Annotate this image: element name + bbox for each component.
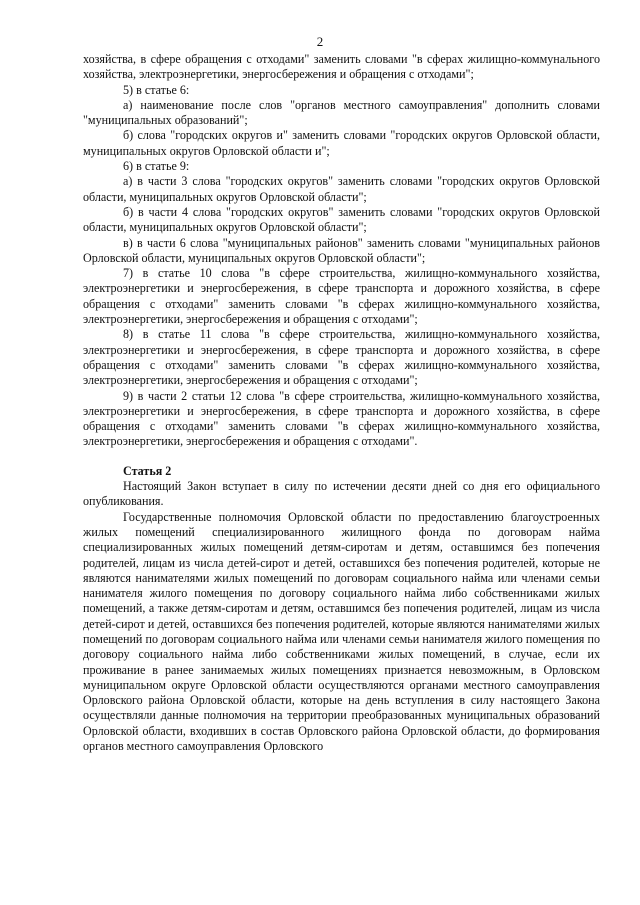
amendment-item: 9) в части 2 статьи 12 слова "в сфере строительства, жилищно-коммунального хозяйства, электроэнергетики и энергосбережения, в сфере транспорта и дорожного хозяйства, в сфере обращения с отходами" заменить словами "в сферах жилищно-коммунального хозяйства, электроэнергетики, энергосбережения и обращения с отходами". [83, 388, 600, 449]
amendment-item: в) в части 6 слова "муниципальных районов" заменить словами "муниципальных районов Орловской области, муниципальных округов Орловской области"; [83, 235, 600, 265]
amendment-item: 8) в статье 11 слова "в сфере строительства, жилищно-коммунального хозяйства, электроэнергетики и энергосбережения, в сфере транспорта и дорожного хозяйства, в сфере обращения с отходами" заменить словами "в сферах жилищно-коммунального хозяйства, электроэнергетики, энергосбережения и обращения с отходами"; [83, 327, 600, 388]
amendment-item: а) наименование после слов "органов местного самоуправления" дополнить словами "муниципальных образований"; [83, 97, 600, 128]
amendment-item: а) в части 3 слова "городских округов" заменить словами "городских округов Орловской области, муниципальных округов Орловской области"; [83, 174, 600, 204]
amendment-item: 5) в статье 6: [123, 82, 190, 97]
amendment-item: 7) в статье 10 слова "в сфере строительства, жилищно-коммунального хозяйства, электроэнергетики и энергосбережения, в сфере транспорта и дорожного хозяйства, в сфере обращения с отходами" заменить словами "в сферах жилищно-коммунального хозяйства, электроэнергетики, энергосбережения и обращения с отходами"; [83, 266, 600, 327]
amendment-item: б) в части 4 слова "городских округов" заменить словами "городских округов Орловской области, муниципальных округов Орловской области"; [83, 204, 600, 235]
article-paragraph: Государственные полномочия Орловской области по предоставлению благоустроенных жилых помещений специализированного жилищного фонда по договорам найма специализированных жилых помещений детям-сиротам и детям, оставшимся без попечения родителей, лицам из числа детей-сирот и детей, оставшихся без попечения родителей, которые не являются нанимателями жилых помещений по договорам социального найма или членами семьи нанимателя жилого помещения по договору социального найма либо собственниками жилых помещений, а также детям-сиротам и детям, оставшимся без попечения родителей, лицам из числа детей-сирот и детей, оставшихся без попечения родителей, которые являются нанимателями жилых помещений по договорам социального найма или членами семьи нанимателя жилого помещения по договору социального найма либо собственниками жилых помещений, в случае, если их проживание в ранее занимаемых жилых помещениях признается невозможным, в Орловском муниципальном округе Орловской области осуществляются органами местного самоуправления Орловского района Орловской области, которые на день вступления в силу настоящего Закона осуществляли данные полномочия на территории преобразованных муниципальных образований Орловской области, входивших в состав Орловского района Орловской области, до формирования органов местного самоуправления Орловского [83, 509, 600, 754]
article-paragraph: Настоящий Закон вступает в силу по истечении десяти дней со дня его официального опубликования. [83, 479, 600, 509]
page-number: 2 [316, 34, 324, 49]
amendment-item: 6) в статье 9: [123, 159, 190, 174]
continued-paragraph: хозяйства, в сфере обращения с отходами" заменить словами "в сферах жилищно-коммунального хозяйства, электроэнергетики, энергосбережения и обращения с отходами"; [83, 52, 600, 82]
article-heading: Статья 2 [123, 463, 172, 478]
amendment-item: б) слова "городских округов и" заменить словами "городских округов Орловской области, муниципальных округов Орловской области и"; [83, 128, 600, 158]
document-body [83, 52, 600, 754]
